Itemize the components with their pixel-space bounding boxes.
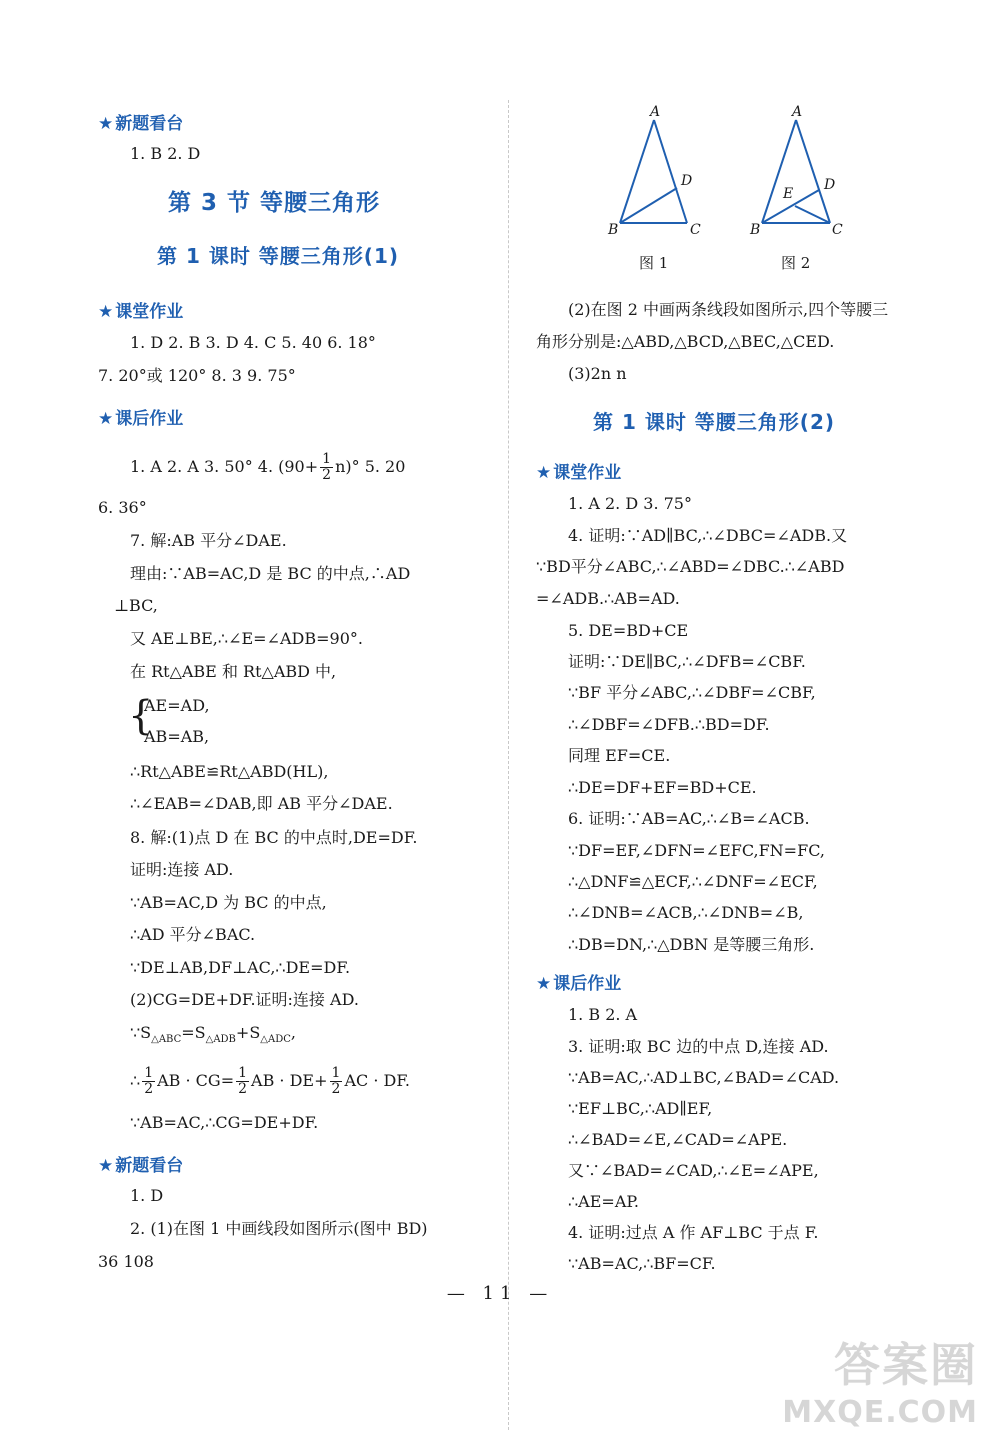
section-heading-classwork: ★ 课堂作业 bbox=[98, 302, 184, 322]
fig1-label: C bbox=[690, 222, 701, 238]
solution-line: 证明:连接 AD. bbox=[130, 860, 234, 879]
solution-line: 同理 EF=CE. bbox=[568, 746, 671, 765]
solution-line: ∵EF⊥BC,∴AD∥EF, bbox=[568, 1099, 713, 1118]
answer-line: 6. 36° bbox=[98, 498, 147, 517]
section-heading-new-questions: ★ 新题看台 bbox=[98, 1156, 184, 1176]
solution-line: ∴ $\frac{1}{2}$ AB · CG= $\frac{1}{2}$ AB · DE+ $\frac{1}{2}$ AC · DF. bbox=[130, 1065, 411, 1097]
fig1-side-ab bbox=[620, 120, 654, 223]
star-icon: ★ bbox=[98, 114, 114, 134]
solution-line: ∴DE=DF+EF=BD+CE. bbox=[568, 778, 757, 797]
watermark-logo: 答案圈 MXQE.COM bbox=[782, 1338, 978, 1430]
solution-line: 4. 证明:∵AD∥BC,∴∠DBC=∠ADB.又 bbox=[568, 526, 848, 545]
solution-line: =∠ADB.∴AB=AD. bbox=[536, 589, 680, 608]
solution-line: ∵BF 平分∠ABC,∴∠DBF=∠CBF, bbox=[568, 683, 816, 702]
solution-line: ∵AB=AC,D 为 BC 的中点, bbox=[130, 893, 327, 912]
answer-line: 1. D 2. B 3. D 4. C 5. 40 6. 18° bbox=[130, 333, 376, 352]
solution-line: ∵AB=AC,∴BF=CF. bbox=[568, 1254, 716, 1273]
fig2-side-ac bbox=[796, 120, 830, 223]
fig1-label: D bbox=[681, 173, 693, 189]
star-icon: ★ bbox=[536, 974, 552, 994]
figure-1-caption: 图 1 bbox=[639, 254, 669, 272]
fig2-label: E bbox=[783, 186, 794, 202]
brace: { bbox=[128, 693, 154, 739]
chapter-title: 第 3 节 等腰三角形 bbox=[168, 190, 381, 216]
fig2-side-ab bbox=[762, 120, 796, 223]
solution-line: (3)2n n bbox=[568, 364, 627, 383]
solution-line: ∴Rt△ABE≌Rt△ABD(HL), bbox=[130, 762, 329, 781]
star-icon: ★ bbox=[98, 302, 114, 322]
star-icon: ★ bbox=[98, 409, 114, 429]
section-heading-homework: ★ 课后作业 bbox=[536, 974, 622, 994]
lesson-title: 第 1 课时 等腰三角形(2) bbox=[593, 410, 836, 434]
fig2-label: B bbox=[750, 222, 761, 238]
answer-line: 1. D bbox=[130, 1186, 164, 1205]
answer-line: 1. A 2. A 3. 50° 4. (90+ $\frac{1}{2}$ n)° 5. 20 bbox=[130, 451, 406, 483]
column-divider bbox=[508, 100, 510, 1430]
page-number: — 11 — bbox=[446, 1283, 554, 1304]
fig1-segment-bd bbox=[620, 188, 677, 223]
solution-line: (2)在图 2 中画两条线段如图所示,四个等腰三 bbox=[568, 300, 889, 319]
solution-line: ∴∠EAB=∠DAB,即 AB 平分∠DAE. bbox=[130, 794, 393, 813]
solution-line: 6. 证明:∵AB=AC,∴∠B=∠ACB. bbox=[568, 809, 810, 828]
solution-line: ∴△DNF≌△ECF,∴∠DNF=∠ECF, bbox=[568, 872, 818, 891]
solution-line: ∵DE⊥AB,DF⊥AC,∴DE=DF. bbox=[130, 958, 351, 977]
triangle-figures bbox=[590, 100, 890, 280]
solution-line: 7. 解:AB 平分∠DAE. bbox=[130, 531, 287, 550]
answer-line: 1. B 2. A bbox=[568, 1005, 638, 1024]
solution-line: ∵AB=AC,∴AD⊥BC,∠BAD=∠CAD. bbox=[568, 1068, 840, 1087]
answer-line: 2. (1)在图 1 中画线段如图所示(图中 BD) bbox=[130, 1219, 428, 1238]
figure-2-caption: 图 2 bbox=[781, 254, 811, 272]
answer-line: 36 108 bbox=[98, 1252, 154, 1271]
solution-line: ∵BD平分∠ABC,∴∠ABD=∠DBC.∴∠ABD bbox=[536, 557, 845, 576]
fraction: $\frac{1}{2}$ bbox=[331, 1065, 341, 1097]
solution-line: 又∵∠BAD=∠CAD,∴∠E=∠APE, bbox=[568, 1161, 819, 1180]
section-heading-classwork: ★ 课堂作业 bbox=[536, 463, 622, 483]
fig2-label: D bbox=[824, 177, 836, 193]
fig2-label: C bbox=[832, 222, 843, 238]
solution-line: 在 Rt△ABE 和 Rt△ABD 中, bbox=[130, 662, 337, 681]
solution-line: ∵DF=EF,∠DFN=∠EFC,FN=FC, bbox=[568, 841, 825, 860]
answer-line: 1. A 2. D 3. 75° bbox=[568, 494, 692, 513]
solution-line: 又 AE⊥BE,∴∠E=∠ADB=90°. bbox=[130, 629, 363, 648]
solution-line: ∴∠DBF=∠DFB.∴BD=DF. bbox=[568, 715, 770, 734]
solution-line: $\because S_{\triangle ABC}=S_{\triangle ADB}+S_{\triangle ADC}$, bbox=[130, 1023, 296, 1046]
solution-line: ∴AD 平分∠BAC. bbox=[130, 925, 256, 944]
solution-line: AB=AB, bbox=[144, 727, 210, 746]
solution-line: ∴DB=DN,∴△DBN 是等腰三角形. bbox=[568, 935, 815, 954]
fig1-label: B bbox=[608, 222, 619, 238]
answer-line: 1. B 2. D bbox=[130, 144, 201, 163]
section-heading-new-questions: ★ 新题看台 bbox=[98, 114, 184, 134]
fig2-label: A bbox=[792, 104, 803, 120]
solution-line: 4. 证明:过点 A 作 AF⊥BC 于点 F. bbox=[568, 1223, 819, 1242]
solution-line: ∴∠BAD=∠E,∠CAD=∠APE. bbox=[568, 1130, 788, 1149]
star-icon: ★ bbox=[98, 1156, 114, 1176]
star-icon: ★ bbox=[536, 463, 552, 483]
solution-line: 理由:∵AB=AC,D 是 BC 的中点,∴AD bbox=[130, 564, 411, 583]
lesson-title: 第 1 课时 等腰三角形(1) bbox=[157, 244, 400, 268]
solution-line: 角形分别是:△ABD,△BCD,△BEC,△CED. bbox=[536, 332, 835, 351]
solution-line: AE=AD, bbox=[144, 696, 210, 715]
solution-line: (2)CG=DE+DF.证明:连接 AD. bbox=[130, 990, 359, 1009]
fig1-label: A bbox=[650, 104, 661, 120]
solution-line: ∴AE=AP. bbox=[568, 1192, 639, 1211]
solution-line: ∴∠DNB=∠ACB,∴∠DNB=∠B, bbox=[568, 903, 804, 922]
figure-2 bbox=[762, 120, 830, 223]
solution-line: 8. 解:(1)点 D 在 BC 的中点时,DE=DF. bbox=[130, 828, 418, 847]
figure-1 bbox=[620, 120, 687, 223]
solution-line: ⊥BC, bbox=[114, 596, 158, 615]
solution-line: 证明:∵DE∥BC,∴∠DFB=∠CBF. bbox=[568, 652, 806, 671]
solution-line: 5. DE=BD+CE bbox=[568, 621, 689, 640]
solution-line: ∵AB=AC,∴CG=DE+DF. bbox=[130, 1113, 319, 1132]
solution-line: 3. 证明:取 BC 边的中点 D,连接 AD. bbox=[568, 1037, 829, 1056]
fig1-side-ac bbox=[654, 120, 687, 223]
fraction: $\frac{1}{2}$ bbox=[238, 1065, 248, 1097]
section-heading-homework: ★ 课后作业 bbox=[98, 409, 184, 429]
fraction: $\frac{1}{2}$ bbox=[322, 451, 332, 483]
fraction: $\frac{1}{2}$ bbox=[144, 1065, 154, 1097]
answer-line: 7. 20°或 120° 8. 3 9. 75° bbox=[98, 366, 296, 385]
